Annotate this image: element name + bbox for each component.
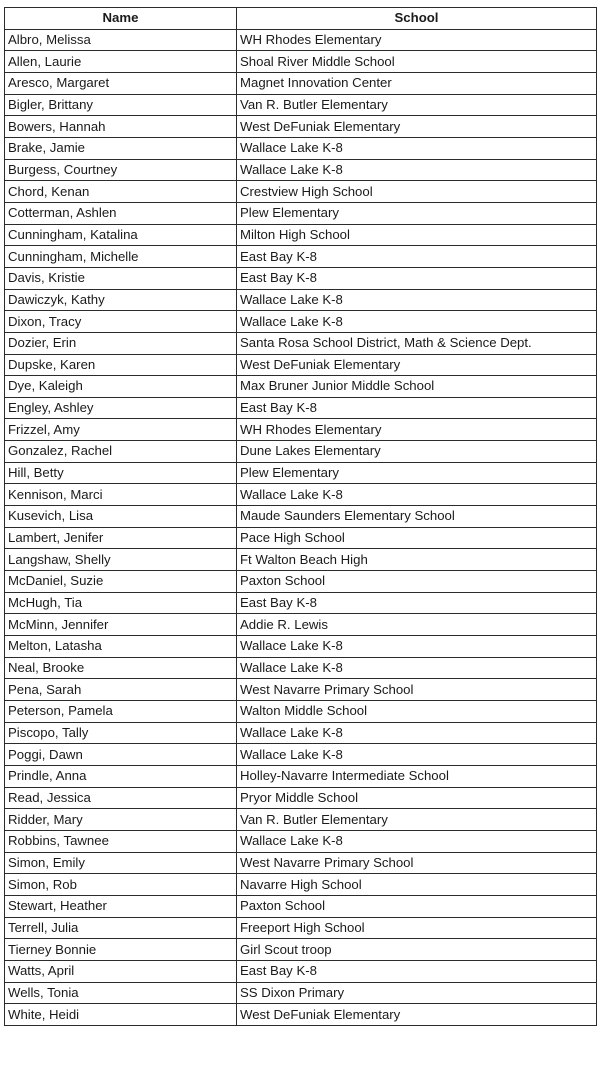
cell-name: Albro, Melissa bbox=[5, 29, 237, 51]
table-row bbox=[5, 874, 597, 896]
cell-name: McHugh, Tia bbox=[5, 592, 237, 614]
table-row bbox=[5, 51, 597, 73]
cell-school: Addie R. Lewis bbox=[237, 614, 597, 636]
table-row bbox=[5, 202, 597, 224]
cell-school: East Bay K-8 bbox=[237, 267, 597, 289]
cell-name: Peterson, Pamela bbox=[5, 701, 237, 723]
cell-name: Hill, Betty bbox=[5, 462, 237, 484]
cell-school: Santa Rosa School District, Math & Science Dept. bbox=[237, 332, 597, 354]
table-row bbox=[5, 289, 597, 311]
cell-school: Max Bruner Junior Middle School bbox=[237, 376, 597, 398]
cell-name: Watts, April bbox=[5, 960, 237, 982]
table-row bbox=[5, 787, 597, 809]
table-row bbox=[5, 397, 597, 419]
cell-school: Wallace Lake K-8 bbox=[237, 289, 597, 311]
cell-school: Milton High School bbox=[237, 224, 597, 246]
cell-name: Kusevich, Lisa bbox=[5, 506, 237, 528]
cell-name: Aresco, Margaret bbox=[5, 72, 237, 94]
table-row bbox=[5, 765, 597, 787]
cell-school: Navarre High School bbox=[237, 874, 597, 896]
table-row bbox=[5, 72, 597, 94]
table-row bbox=[5, 484, 597, 506]
table-row bbox=[5, 701, 597, 723]
table-row bbox=[5, 895, 597, 917]
cell-school: West DeFuniak Elementary bbox=[237, 354, 597, 376]
cell-name: Piscopo, Tally bbox=[5, 722, 237, 744]
table-row bbox=[5, 571, 597, 593]
cell-name: Cunningham, Michelle bbox=[5, 246, 237, 268]
header-row bbox=[5, 8, 597, 30]
cell-name: Cunningham, Katalina bbox=[5, 224, 237, 246]
table-row bbox=[5, 116, 597, 138]
cell-school: Pace High School bbox=[237, 527, 597, 549]
cell-school: Dune Lakes Elementary bbox=[237, 441, 597, 463]
cell-name: Tierney Bonnie bbox=[5, 939, 237, 961]
cell-name: Davis, Kristie bbox=[5, 267, 237, 289]
table-row bbox=[5, 549, 597, 571]
cell-name: Dixon, Tracy bbox=[5, 311, 237, 333]
cell-school: Paxton School bbox=[237, 571, 597, 593]
cell-name: Wells, Tonia bbox=[5, 982, 237, 1004]
cell-name: Bigler, Brittany bbox=[5, 94, 237, 116]
cell-name: Neal, Brooke bbox=[5, 657, 237, 679]
cell-name: Dye, Kaleigh bbox=[5, 376, 237, 398]
cell-school: Plew Elementary bbox=[237, 462, 597, 484]
cell-school: West DeFuniak Elementary bbox=[237, 1004, 597, 1026]
cell-name: McMinn, Jennifer bbox=[5, 614, 237, 636]
cell-school: Ft Walton Beach High bbox=[237, 549, 597, 571]
cell-name: Cotterman, Ashlen bbox=[5, 202, 237, 224]
cell-school: West Navarre Primary School bbox=[237, 679, 597, 701]
cell-school: SS Dixon Primary bbox=[237, 982, 597, 1004]
cell-school: East Bay K-8 bbox=[237, 246, 597, 268]
cell-school: Wallace Lake K-8 bbox=[237, 657, 597, 679]
name-school-table bbox=[4, 7, 597, 1026]
table-row bbox=[5, 246, 597, 268]
cell-school: Wallace Lake K-8 bbox=[237, 722, 597, 744]
cell-name: Lambert, Jenifer bbox=[5, 527, 237, 549]
cell-name: McDaniel, Suzie bbox=[5, 571, 237, 593]
cell-school: Plew Elementary bbox=[237, 202, 597, 224]
cell-school: East Bay K-8 bbox=[237, 397, 597, 419]
cell-school: Magnet Innovation Center bbox=[237, 72, 597, 94]
cell-school: East Bay K-8 bbox=[237, 960, 597, 982]
cell-name: Read, Jessica bbox=[5, 787, 237, 809]
cell-school: Wallace Lake K-8 bbox=[237, 159, 597, 181]
cell-school: Wallace Lake K-8 bbox=[237, 744, 597, 766]
table-row bbox=[5, 527, 597, 549]
table-row bbox=[5, 982, 597, 1004]
table-row bbox=[5, 636, 597, 658]
table-row bbox=[5, 354, 597, 376]
cell-school: Maude Saunders Elementary School bbox=[237, 506, 597, 528]
table-row bbox=[5, 159, 597, 181]
cell-name: Dawiczyk, Kathy bbox=[5, 289, 237, 311]
table-row bbox=[5, 939, 597, 961]
table-row bbox=[5, 137, 597, 159]
cell-name: Gonzalez, Rachel bbox=[5, 441, 237, 463]
cell-name: Simon, Emily bbox=[5, 852, 237, 874]
table-row bbox=[5, 267, 597, 289]
cell-name: Stewart, Heather bbox=[5, 895, 237, 917]
cell-school: Holley-Navarre Intermediate School bbox=[237, 765, 597, 787]
cell-school: Wallace Lake K-8 bbox=[237, 636, 597, 658]
table-row bbox=[5, 181, 597, 203]
cell-name: Terrell, Julia bbox=[5, 917, 237, 939]
cell-school: WH Rhodes Elementary bbox=[237, 419, 597, 441]
table-row bbox=[5, 657, 597, 679]
cell-school: East Bay K-8 bbox=[237, 592, 597, 614]
table-row bbox=[5, 94, 597, 116]
table-row bbox=[5, 722, 597, 744]
table-row bbox=[5, 1004, 597, 1026]
cell-school: Walton Middle School bbox=[237, 701, 597, 723]
cell-school: Wallace Lake K-8 bbox=[237, 484, 597, 506]
table-row bbox=[5, 311, 597, 333]
cell-school: Van R. Butler Elementary bbox=[237, 94, 597, 116]
cell-name: Engley, Ashley bbox=[5, 397, 237, 419]
cell-school: West DeFuniak Elementary bbox=[237, 116, 597, 138]
cell-name: Brake, Jamie bbox=[5, 137, 237, 159]
cell-name: Burgess, Courtney bbox=[5, 159, 237, 181]
cell-name: Pena, Sarah bbox=[5, 679, 237, 701]
table-row bbox=[5, 917, 597, 939]
cell-school: Shoal River Middle School bbox=[237, 51, 597, 73]
table-row bbox=[5, 809, 597, 831]
cell-school: West Navarre Primary School bbox=[237, 852, 597, 874]
cell-name: Robbins, Tawnee bbox=[5, 830, 237, 852]
cell-school: Wallace Lake K-8 bbox=[237, 311, 597, 333]
table-row bbox=[5, 744, 597, 766]
roster-container bbox=[4, 7, 596, 1026]
table-row bbox=[5, 852, 597, 874]
cell-school: Van R. Butler Elementary bbox=[237, 809, 597, 831]
table-row bbox=[5, 441, 597, 463]
table-row bbox=[5, 592, 597, 614]
cell-name: Poggi, Dawn bbox=[5, 744, 237, 766]
cell-school: Freeport High School bbox=[237, 917, 597, 939]
cell-school: Wallace Lake K-8 bbox=[237, 830, 597, 852]
cell-name: Dupske, Karen bbox=[5, 354, 237, 376]
table-row bbox=[5, 679, 597, 701]
table-row bbox=[5, 376, 597, 398]
table-row bbox=[5, 830, 597, 852]
cell-name: Kennison, Marci bbox=[5, 484, 237, 506]
cell-school: Crestview High School bbox=[237, 181, 597, 203]
cell-name: Melton, Latasha bbox=[5, 636, 237, 658]
cell-name: Langshaw, Shelly bbox=[5, 549, 237, 571]
table-row bbox=[5, 614, 597, 636]
cell-name: Bowers, Hannah bbox=[5, 116, 237, 138]
header-school: School bbox=[237, 8, 597, 30]
cell-school: WH Rhodes Elementary bbox=[237, 29, 597, 51]
table-row bbox=[5, 462, 597, 484]
cell-name: Frizzel, Amy bbox=[5, 419, 237, 441]
cell-name: Chord, Kenan bbox=[5, 181, 237, 203]
cell-school: Paxton School bbox=[237, 895, 597, 917]
table-row bbox=[5, 29, 597, 51]
table-row bbox=[5, 224, 597, 246]
cell-name: Dozier, Erin bbox=[5, 332, 237, 354]
cell-name: Ridder, Mary bbox=[5, 809, 237, 831]
header-name: Name bbox=[5, 8, 237, 30]
cell-name: Simon, Rob bbox=[5, 874, 237, 896]
cell-name: Prindle, Anna bbox=[5, 765, 237, 787]
cell-name: Allen, Laurie bbox=[5, 51, 237, 73]
cell-school: Pryor Middle School bbox=[237, 787, 597, 809]
table-row bbox=[5, 506, 597, 528]
cell-school: Wallace Lake K-8 bbox=[237, 137, 597, 159]
table-row bbox=[5, 419, 597, 441]
cell-school: Girl Scout troop bbox=[237, 939, 597, 961]
table-row bbox=[5, 332, 597, 354]
table-row bbox=[5, 960, 597, 982]
cell-name: White, Heidi bbox=[5, 1004, 237, 1026]
table-body bbox=[5, 29, 597, 1025]
